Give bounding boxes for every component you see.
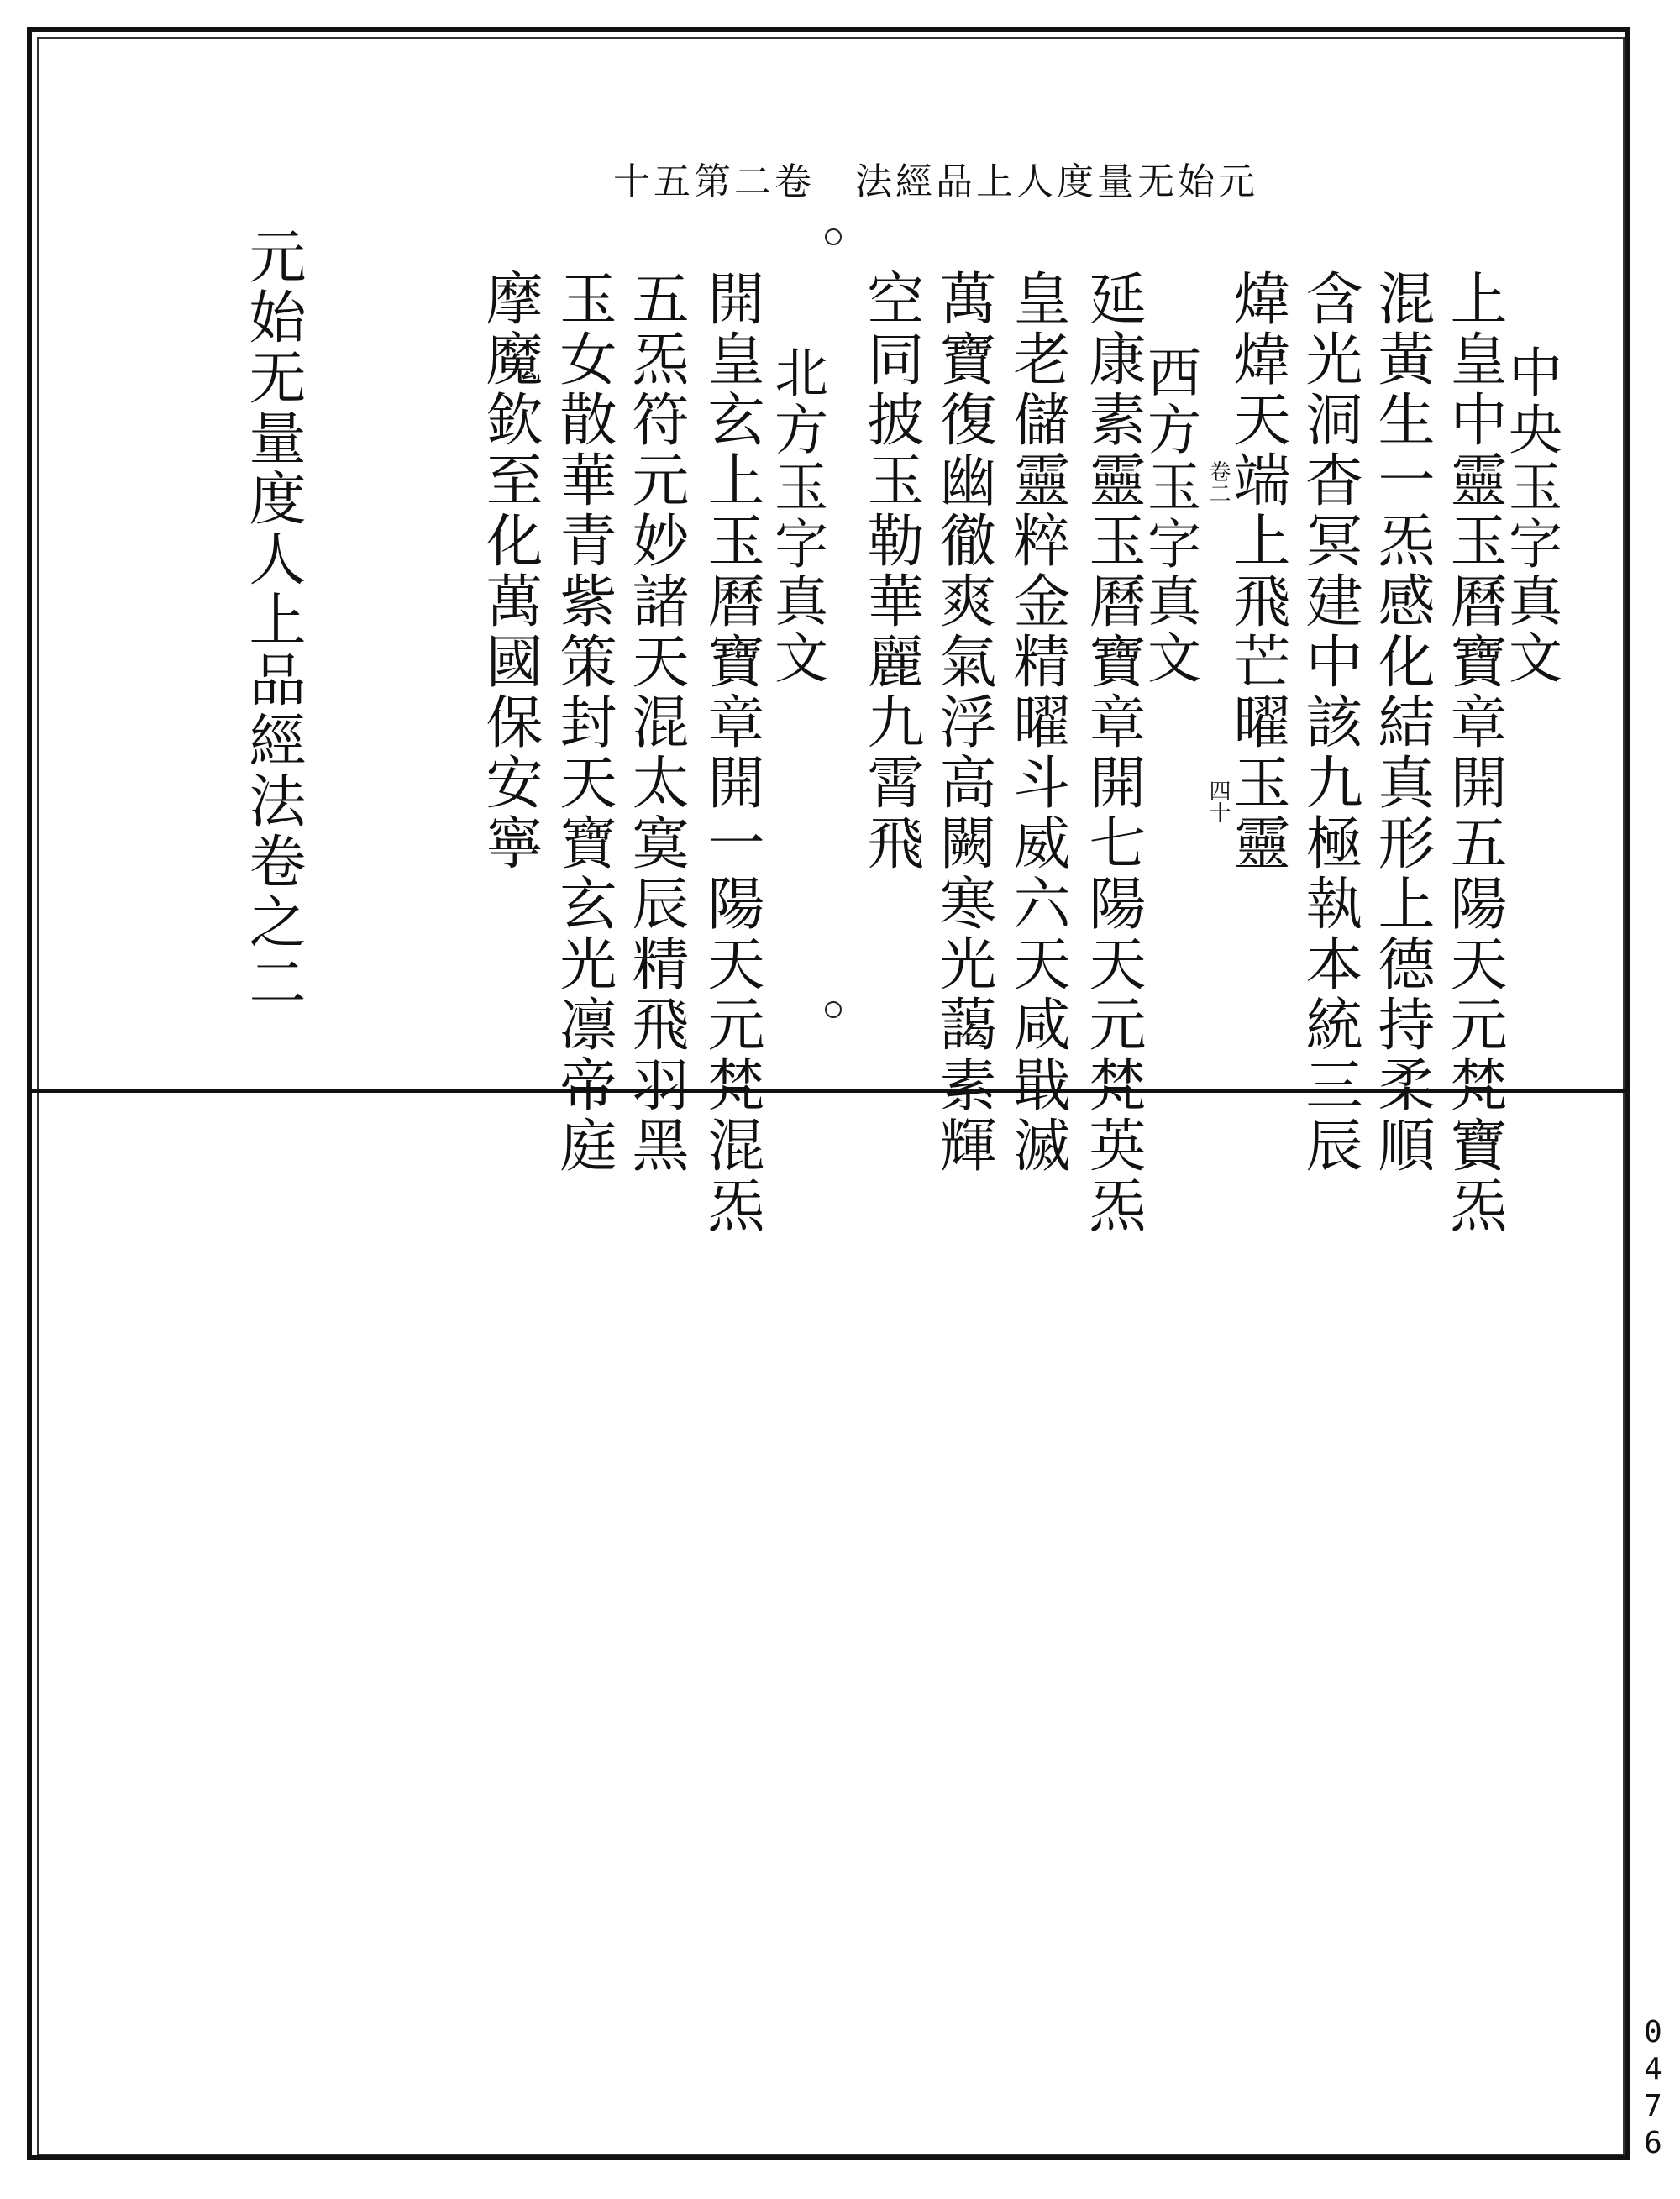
text-column: 上皇中靈玉曆寶章開五陽天元梵寶炁 <box>1441 269 1507 1236</box>
running-header: 元始无量度人上品經法 卷二第五十 <box>613 160 1258 203</box>
page-number-digit: 7 <box>1644 2089 1662 2123</box>
text-column: 開皇玄上玉曆寶章開一陽天元梵混炁 <box>698 269 764 1236</box>
text-column: 摩魔欽至化萬國保安寧 <box>476 269 543 874</box>
section-heading-west: 西方玉字真文 <box>1138 344 1200 687</box>
text-column: 玉女散華青紫策封天寶玄光凛帝庭 <box>550 269 617 1176</box>
text-column: 混黃生一炁感化結真形上德持柔順 <box>1368 269 1435 1176</box>
circle-mark-top <box>825 228 842 245</box>
section-heading-north: 北方玉字真文 <box>765 344 827 687</box>
text-column: 萬寶復幽徹爽氣浮高闕寒光藹素輝 <box>930 269 996 1176</box>
colophon-title: 元始无量度人上品經法卷之二 <box>239 227 306 1013</box>
text-column: 含光洞杳冥建中該九極執本統三辰 <box>1296 269 1362 1176</box>
margin-note-folio: 四十 <box>1205 779 1231 823</box>
text-column: 煒煒天端上飛芒曜玉靈 <box>1224 269 1290 874</box>
text-column: 空同披玉勒華麗九霄飛 <box>858 269 924 874</box>
page-number <box>1636 2014 1670 2162</box>
page-number-digit: 6 <box>1644 2126 1662 2160</box>
circle-mark-bottom <box>825 1001 842 1018</box>
text-column: 皇老儲靈粹金精曜斗威六天咸戢滅 <box>1004 269 1070 1176</box>
page-number-digit: 0 <box>1644 2015 1662 2049</box>
page-number-digit: 4 <box>1644 2052 1662 2086</box>
section-heading-central: 中央玉字真文 <box>1499 344 1562 687</box>
text-column: 延康素靈玉曆寶章開七陽天元梵英炁 <box>1079 269 1146 1236</box>
text-column: 五炁符元妙諸天混太寞辰精飛羽黑 <box>622 269 689 1176</box>
margin-note-volume: 卷二 <box>1205 460 1231 504</box>
